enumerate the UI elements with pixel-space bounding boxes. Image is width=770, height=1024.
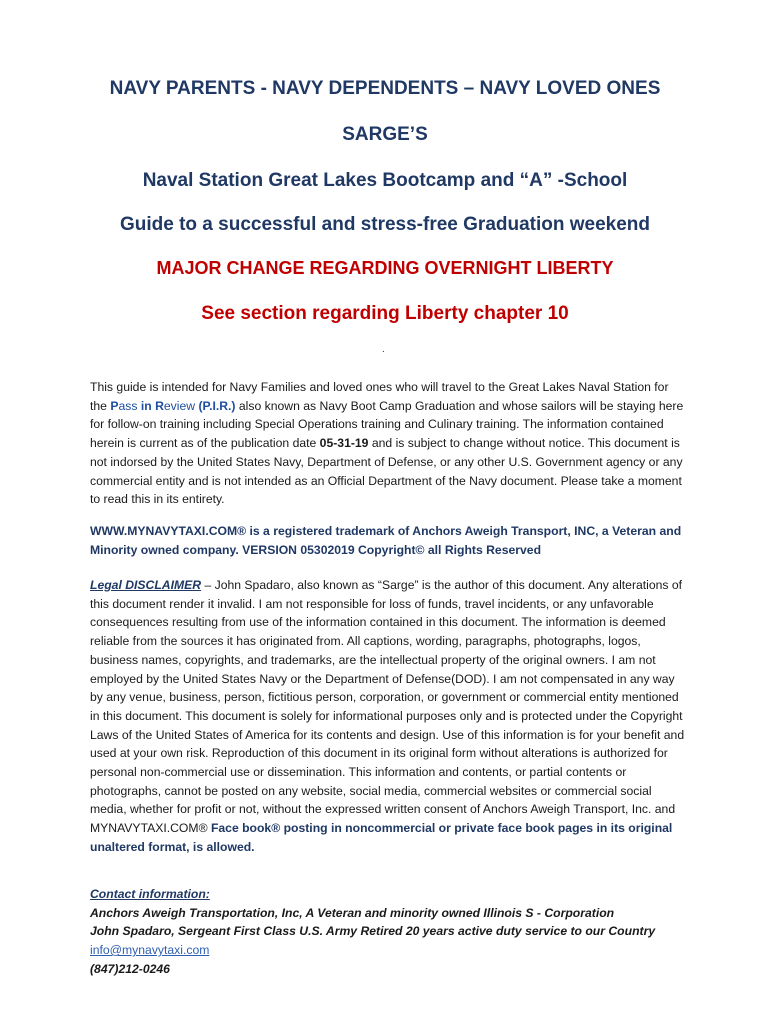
intro-text-2: also known as Navy Boot Camp Graduation and whose sailors will be staying here for follow-on training including Special Operations training and Culinary training. The information contained herein is current as of the publication date: [90, 398, 684, 451]
legal-disclaimer-body: – John Spadaro, also known as “Sarge” is the author of this document. Any alterations of this document render it invalid. I am not responsible for loss of funds, travel incidents, or any unfavorable consequences resulting from use of the information contained in this document. The information is deemed reliable from the sources it has originated from. All captions, wording, paragraphs, photographs, logos, business names, copyrights, and trademarks, are the intellectual property of the original owners. I am not employed by the United States Navy or the Department of Defense(DOD). I am not compensated in any way by any venue, business, person, fictitious person, corporation, or government or commercial entity mentioned in this document. This document is solely for informational purposes only and is protected under the Copyright Laws of the United States of America for its contents and design. Use of this information is for your benefit and used at your own risk. Reproduction of this document in its original form without alterations is authorized for personal non-commercial use or dissemination. This information and contents, or partial contents or photographs, cannot be posted on any website, social media, commercial websites or commercial social media, whether for profit or not, without the expressed written consent of Anchors Aweigh Transport, Inc. and MYNAVYTAXI.COM®: [90, 578, 685, 836]
pass-word-eview: eview: [163, 398, 196, 413]
pass-letter-p: P: [110, 398, 119, 413]
title-navy-parents: NAVY PARENTS - NAVY DEPENDENTS – NAVY LOVED ONES: [109, 78, 661, 99]
contact-phone: (847)212-0246: [90, 961, 170, 976]
title-naval-station: Naval Station Great Lakes Bootcamp and “A” -School: [142, 170, 628, 191]
intro-paragraph: [90, 378, 688, 509]
publication-date: 05-31-19: [319, 436, 369, 451]
title-sarges: SARGE’S: [342, 124, 428, 145]
notice-liberty-chapter: See section regarding Liberty chapter 10: [201, 303, 569, 324]
notice-major-change: MAJOR CHANGE REGARDING OVERNIGHT LIBERTY: [156, 258, 614, 278]
contact-person: John Spadaro, Sergeant First Class U.S. Army Retired 20 years active duty service to our Country: [90, 924, 656, 939]
facebook-permission: Face book® posting in noncommercial or private face book pages in its original unaltered format, is allowed.: [90, 821, 673, 854]
legal-disclaimer-title: Legal DISCLAIMER: [90, 578, 202, 592]
pass-word-rest: ass: [118, 398, 141, 413]
pir-acronym: (P.I.R.): [198, 398, 236, 413]
title-graduation-guide: Guide to a successful and stress-free Graduation weekend: [119, 214, 651, 235]
contact-email-link[interactable]: info@mynavytaxi.com: [90, 943, 210, 958]
contact-company: Anchors Aweigh Transportation, Inc, A Veteran and minority owned Illinois S - Corporation: [90, 905, 615, 920]
separator-dot: .: [382, 344, 385, 355]
contact-section: [90, 885, 688, 979]
intro-text-1: This guide is intended for Navy Families and loved ones who will travel to the Great Lakes Naval Station for the: [90, 380, 669, 413]
trademark-notice: WWW.MYNAVYTAXI.COM® is a registered trademark of Anchors Aweigh Transport, INC, a Veteran and Minority owned company. VERSION 05302019 Copyright© all Rights Reserved: [90, 524, 682, 557]
contact-title: Contact information:: [90, 887, 210, 901]
pass-word-in: in: [140, 398, 152, 413]
pass-letter-r: R: [155, 398, 164, 413]
legal-disclaimer-paragraph: [90, 576, 688, 857]
intro-text-3: and is subject to change without notice. This document is not indorsed by the United States Navy, Department of Defense, or any other U.S. Government agency or any commercial entity and is not intended as an Official Department of the Navy document. Please take a moment to read this in its entirety.: [90, 436, 683, 507]
